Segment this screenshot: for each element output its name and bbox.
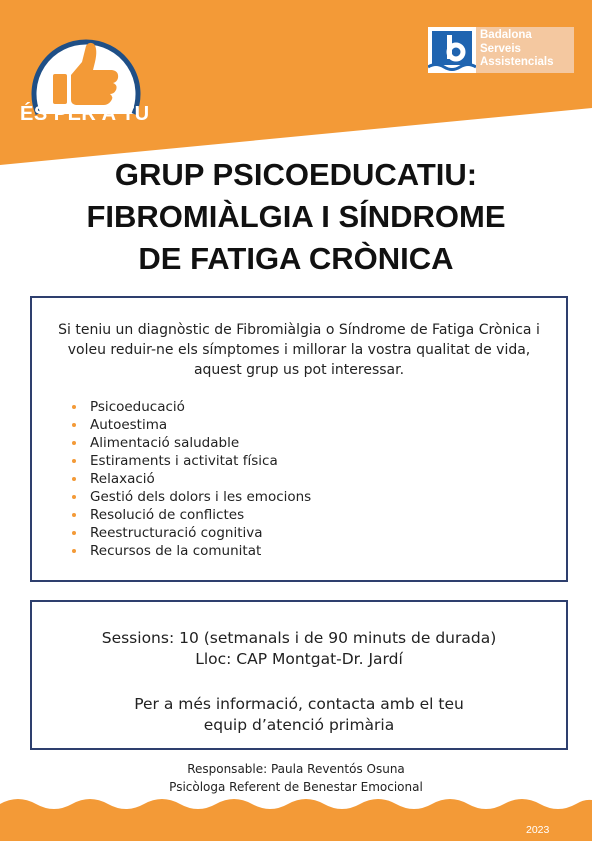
role-text: Psicòloga Referent de Benestar Emocional: [169, 780, 423, 794]
bullet-icon: [72, 495, 76, 499]
badalona-brand-logo: [428, 27, 574, 73]
bullet-icon: [72, 405, 76, 409]
list-item: [72, 470, 311, 488]
topic-label: Estiraments i activitat física: [90, 453, 278, 469]
bullet-icon: [72, 531, 76, 535]
badalona-b-icon: [428, 27, 476, 73]
topic-label: Autoestima: [90, 417, 168, 433]
location-text: Lloc: CAP Montgat-Dr. Jardí: [195, 650, 403, 668]
bullet-icon: [72, 477, 76, 481]
details-box: [30, 600, 568, 750]
title-line-2: FIBROMIÀLGIA I SÍNDROME: [86, 199, 506, 234]
intro-box: [30, 296, 568, 582]
brand-line-2: Serveis: [480, 42, 521, 55]
brand-line-1: Badalona: [480, 29, 532, 41]
list-item: [72, 416, 311, 434]
topic-label: Resolució de conflictes: [90, 507, 245, 523]
list-item: [72, 434, 311, 452]
topic-label: Reestructuració cognitiva: [90, 525, 263, 541]
year-label: 2023: [526, 824, 550, 836]
intro-text: Si teniu un diagnòstic de Fibromiàlgia o Síndrome de Fatiga Crònica i voleu reduir-ne els símptomes i millorar la vostra qualitat de vida, aquest grup us pot interessar.: [58, 322, 540, 378]
topic-list: [72, 398, 311, 560]
info-line-2: equip d’atenció primària: [203, 716, 395, 734]
list-item: [72, 488, 311, 506]
brand-line-3: Assistencials: [480, 56, 554, 68]
session-details: [32, 628, 566, 670]
topic-label: Psicoeducació: [90, 399, 185, 415]
topic-label: Recursos de la comunitat: [90, 543, 262, 559]
list-item: [72, 524, 311, 542]
list-item: [72, 452, 311, 470]
footer-wave: [0, 794, 592, 841]
brand-name-panel: [476, 27, 574, 73]
contact-info: [32, 694, 566, 736]
title-line-1: GRUP PSICOEDUCATIU:: [114, 157, 478, 192]
title-line-3: DE FATIGA CRÒNICA: [138, 241, 454, 276]
bullet-icon: [72, 459, 76, 463]
topic-label: Relaxació: [90, 471, 155, 487]
bullet-icon: [72, 423, 76, 427]
bullet-icon: [72, 441, 76, 445]
responsible-text: Responsable: Paula Reventós Osuna: [187, 762, 405, 776]
list-item: [72, 542, 311, 560]
topic-label: Gestió dels dolors i les emocions: [90, 489, 312, 505]
bullet-icon: [72, 513, 76, 517]
list-item: [72, 398, 311, 416]
info-line-1: Per a més informació, contacta amb el teu: [134, 695, 464, 713]
footer-credits: [100, 760, 492, 796]
sessions-text: Sessions: 10 (setmanals i de 90 minuts de durada): [101, 629, 497, 647]
list-item: [72, 506, 311, 524]
page-title: [40, 154, 552, 280]
topic-label: Alimentació saludable: [90, 435, 240, 451]
logo-caption: ÉS PER A TU: [20, 103, 150, 125]
bullet-icon: [72, 549, 76, 553]
